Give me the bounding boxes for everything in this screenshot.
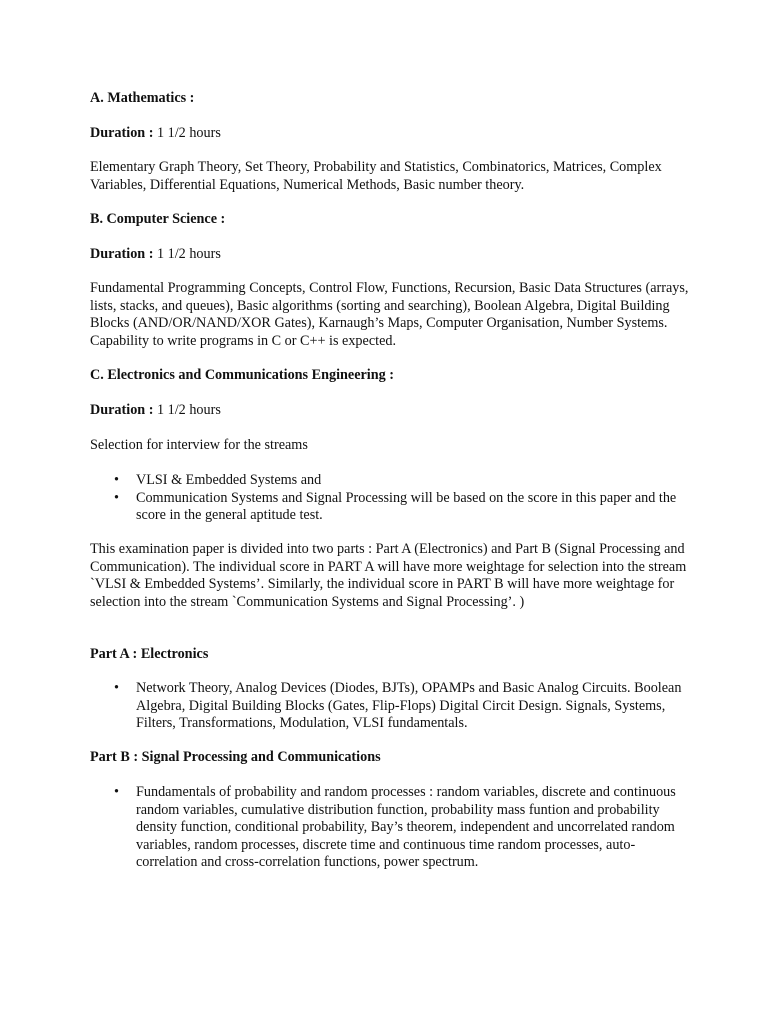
list-item-text: Communication Systems and Signal Processing will be based on the score in this paper and the score in the general aptitude test. bbox=[136, 489, 677, 523]
duration-value: 1 1/2 hours bbox=[153, 246, 221, 262]
list-item bbox=[90, 472, 690, 490]
duration-line-mathematics bbox=[90, 125, 221, 143]
list-item bbox=[90, 680, 690, 733]
section-heading-computer-science: B. Computer Science : bbox=[90, 211, 226, 227]
bullet-icon: • bbox=[114, 472, 119, 488]
part-a-heading: Part A : Electronics bbox=[90, 646, 209, 662]
duration-line-computer-science bbox=[90, 246, 221, 264]
part-b-heading: Part B : Signal Processing and Communications bbox=[90, 749, 381, 765]
selection-intro: Selection for interview for the streams bbox=[90, 437, 308, 453]
bullet-icon: • bbox=[114, 489, 119, 506]
duration-value: 1 1/2 hours bbox=[153, 125, 221, 141]
syllabus-computer-science: Fundamental Programming Concepts, Control Flow, Functions, Recursion, Basic Data Structures (arrays, lists, stacks, and queues), Basic algorithms (sorting and searching), Boolean Algebra, Digital Building Blocks (AND/OR/NAND/XOR Gates), Karnaugh’s Maps, Computer Organisation, Number Systems. Capability to write programs in C or C++ is expected. bbox=[90, 280, 689, 349]
list-item-text: Fundamentals of probability and random processes : random variables, discrete and continuous random variables, cumulative distribution function, probability mass funtion and probability density function, conditional probability, Bay’s theorem, independent and uncorrelated random variables, random processes, discrete time and continuous time random processes, auto-correlation and cross-correlation functions, power spectrum. bbox=[136, 784, 676, 870]
section-heading-electronics-communications: C. Electronics and Communications Engineering : bbox=[90, 367, 394, 383]
duration-label: Duration : bbox=[90, 246, 154, 262]
bullet-icon: • bbox=[114, 784, 119, 800]
duration-label: Duration : bbox=[90, 125, 154, 141]
bullet-icon: • bbox=[114, 680, 119, 696]
duration-label: Duration : bbox=[90, 402, 154, 418]
part-b-list bbox=[90, 784, 690, 872]
part-a-list bbox=[90, 680, 690, 733]
list-item-text: Network Theory, Analog Devices (Diodes, BJTs), OPAMPs and Basic Analog Circuits. Boolean Algebra, Digital Building Blocks (Gates, Flip-Flops) Digital Circit Design. Signals, Systems, Filters, Transformations, Modulation, VLSI fundamentals. bbox=[136, 680, 682, 731]
duration-line-electronics bbox=[90, 402, 221, 420]
list-item bbox=[90, 490, 690, 525]
syllabus-mathematics: Elementary Graph Theory, Set Theory, Probability and Statistics, Combinatorics, Matrices, Complex Variables, Differential Equations, Numerical Methods, Basic number theory. bbox=[90, 159, 662, 193]
duration-value: 1 1/2 hours bbox=[153, 402, 221, 418]
paper-division-paragraph: This examination paper is divided into two parts : Part A (Electronics) and Part B (Signal Processing and Communication). The individual score in PART A will have more weightage for selection into the stream `VLSI & Embedded Systems’. Similarly, the individual score in PART B will have more weightage for selection into the stream `Communication Systems and Signal Processing’. ) bbox=[90, 541, 687, 610]
list-item bbox=[90, 784, 690, 872]
list-item-text: VLSI & Embedded Systems and bbox=[136, 472, 322, 488]
section-heading-mathematics: A. Mathematics : bbox=[90, 90, 195, 106]
streams-list bbox=[90, 472, 690, 525]
